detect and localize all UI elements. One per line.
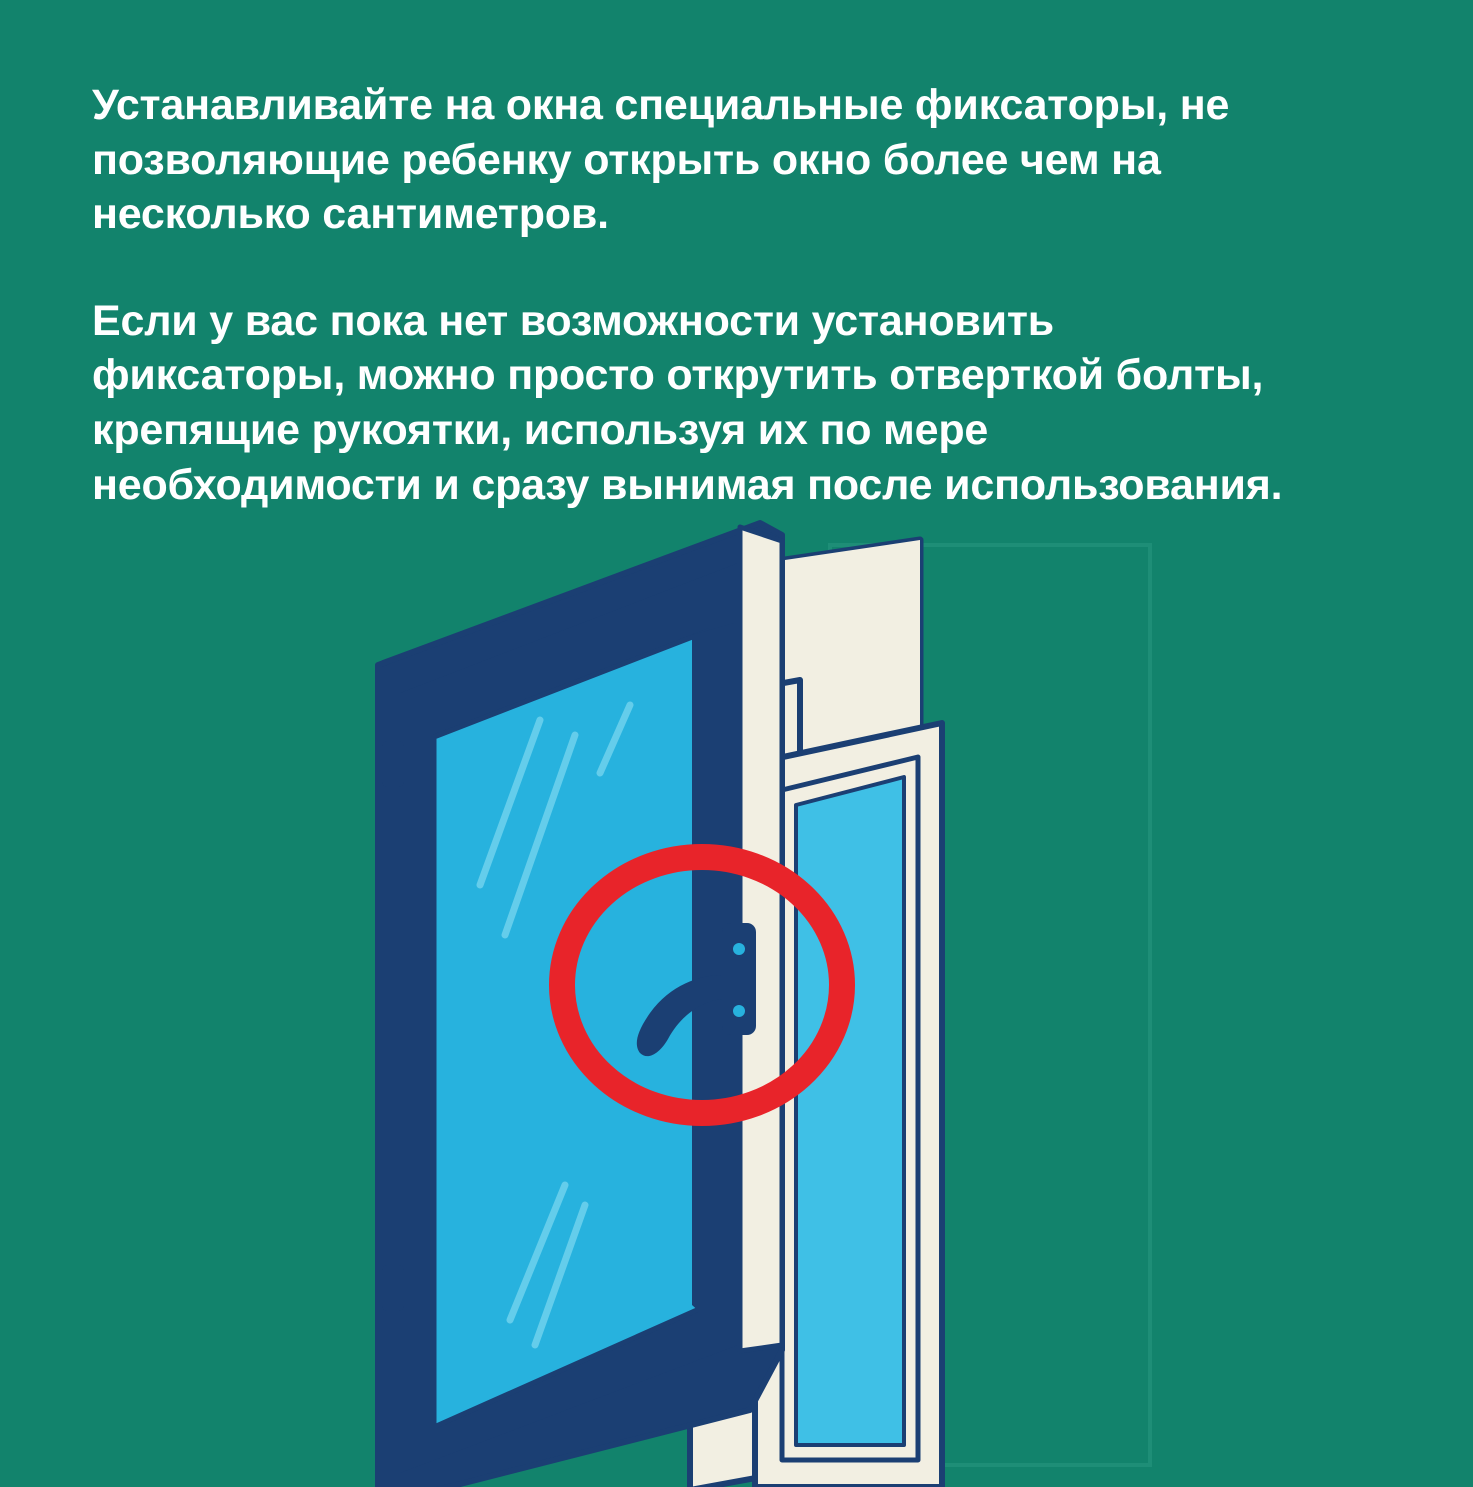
window-open-sash xyxy=(378,523,782,1487)
paragraph-1: Устанавливайте на окна специальные фиксаторы, не позволяющие ребенку открыть окно более чем на несколько сантиметров. xyxy=(92,81,1230,239)
open-window-illustration xyxy=(330,505,1190,1487)
paragraph-2: Если у вас пока нет возможности установить фиксаторы, можно просто открутить отверткой болты, крепящие рукоятки, используя их по мере необходимости и сразу вынимая после использования. xyxy=(92,296,1283,509)
text-block xyxy=(92,78,1382,512)
